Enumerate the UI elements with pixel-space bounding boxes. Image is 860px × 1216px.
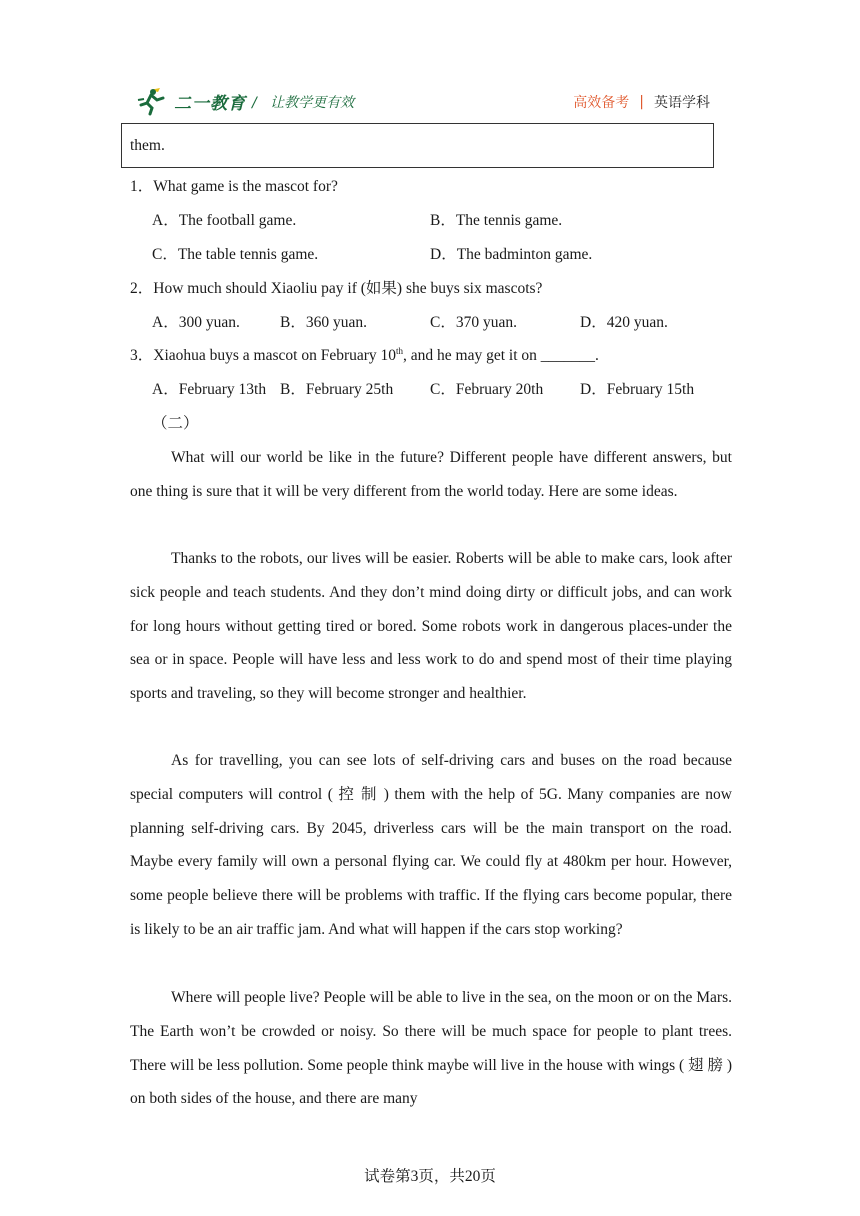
section-label: （二） [152, 415, 199, 432]
question-2-option-a: A．300 yuan. [152, 314, 240, 331]
slogan [252, 92, 354, 112]
tag-separator: | [639, 94, 644, 110]
slogan-separator: / [252, 95, 257, 111]
question-1-option-b: B．The tennis game. [430, 212, 563, 229]
slogan-text: 让教学更有效 [270, 95, 355, 111]
question-2-option-c: C．370 yuan. [430, 314, 517, 331]
passage-paragraph-2: Thanks to the robots, our lives will be easier. Roberts will be able to make cars, look after sick people and teach students. And they don’t mind doing dirty or difficult jobs, and can work for long hours without getting tired or bored. Some robots work in dangerous places-under the sea or in space. People will have less and less work to do and spend most of their time playing sports and traveling, so they will become stronger and healthier. [130, 550, 732, 703]
tag-subject: 英语学科 [654, 95, 710, 111]
question-2-option-d: D．420 yuan. [580, 314, 668, 331]
question-1-option-d: D．The badminton game. [430, 246, 593, 263]
question-3-superscript: th [396, 345, 404, 356]
question-1-option-c: C．The table tennis game. [152, 246, 319, 263]
question-3-stem-start: 3．Xiaohua buys a mascot on February 10 [130, 347, 397, 364]
question-3-option-a: A．February 13th [152, 381, 267, 398]
page-footer: 试卷第3页，共20页 [364, 1168, 496, 1185]
question-1-option-a: A．The football game. [152, 212, 297, 229]
passage-paragraph-1: What will our world be like in the future? Different people have different answers, but one thing is sure that it will be very different from the world today. Here are some ideas. [130, 449, 732, 500]
question-1-stem: 1．What game is the mascot for? [130, 178, 338, 195]
question-3-option-b: B．February 25th [280, 381, 394, 398]
tag-exam-prep: 高效备考 [573, 95, 630, 111]
passage-paragraph-4: Where will people live? People will be able to live in the sea, on the moon or on the Mars. The Earth won’t be crowded or noisy. So there will be much space for people to plant trees. There will be less pollution. Some people think maybe will live in the house with wings ( 翅 膀 ) on both sides of the house, and there are many [130, 989, 732, 1108]
passage-box-continuation: them. [121, 123, 714, 168]
question-3-option-c: C．February 20th [430, 381, 544, 398]
header-tags [573, 92, 710, 112]
running-figure-icon [136, 86, 170, 116]
logo-text: 二一教育 [174, 93, 246, 114]
question-2-option-b: B．360 yuan. [280, 314, 367, 331]
page-header [130, 84, 730, 118]
question-3-option-d: D．February 15th [580, 381, 695, 398]
passage-paragraph-3: As for travelling, you can see lots of self-driving cars and buses on the road because special computers will control ( 控 制 ) them with the help of 5G. Many companies are now planning self-driving cars. By 2045, driverless cars will be the main transport on the road. Maybe every family will own a personal flying car. We could fly at 480km per hour. However, some people believe there will be problems with traffic. If the flying cars become popular, there is likely to be an air traffic jam. And what will happen if the cars stop working? [130, 752, 732, 938]
question-3-stem [130, 346, 599, 366]
logo [136, 84, 246, 118]
question-2-stem: 2．How much should Xiaoliu pay if (如果) she buys six mascots? [130, 280, 543, 297]
question-3-stem-end: , and he may get it on _______. [403, 347, 599, 364]
